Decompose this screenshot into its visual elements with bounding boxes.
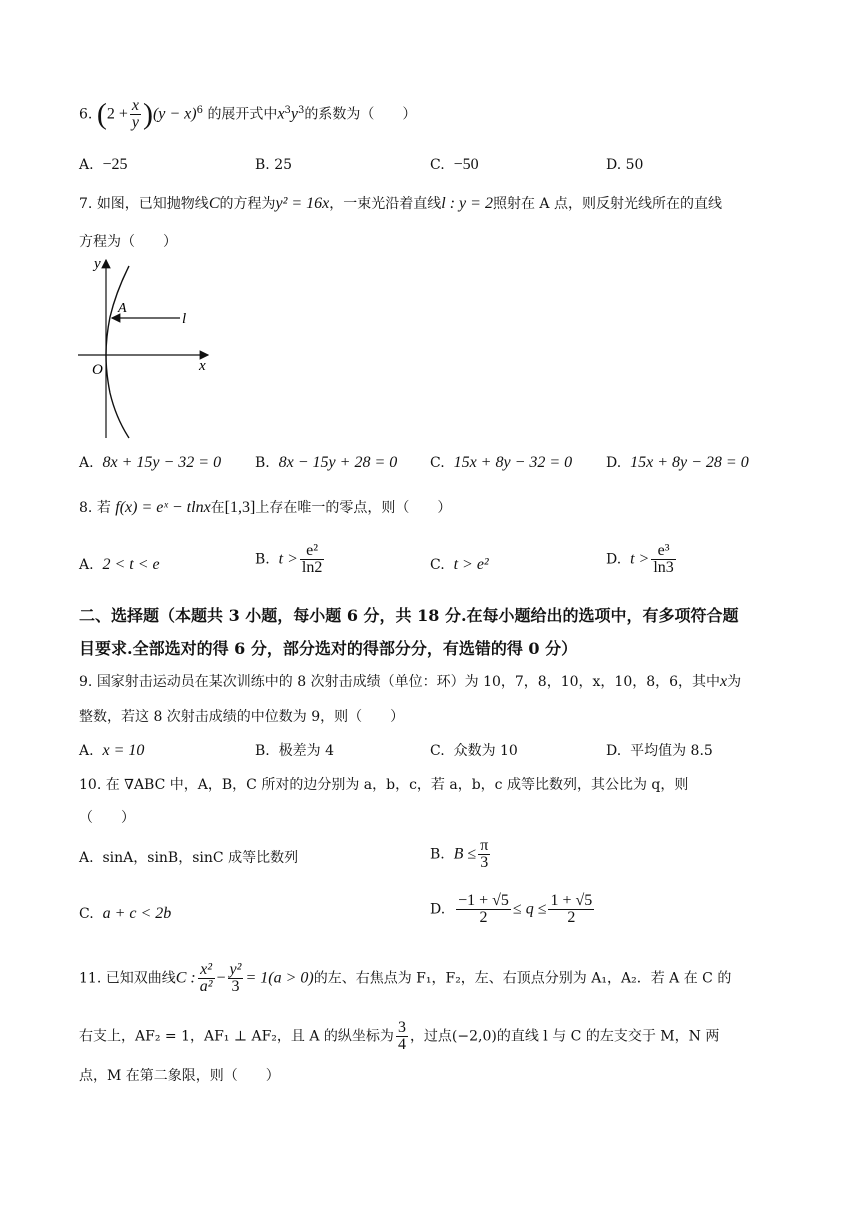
option-8d[interactable] [606, 543, 678, 576]
option-6b[interactable] [255, 155, 292, 175]
inequality: ≤ q ≤ [512, 900, 547, 918]
section-heading-line2: 目要求.全部选对的得 6 分，部分选对的得部分分，有选错的得 0 分） [79, 639, 578, 658]
question-text: 若 [96, 500, 111, 516]
option-label: A. [79, 157, 94, 173]
curve-name: C [208, 195, 220, 212]
line-l-label: l [182, 311, 187, 327]
fraction [548, 893, 594, 926]
option-label: B. [430, 846, 445, 863]
term-variable: x [277, 105, 285, 123]
question-text: 如图，已知抛物线 [96, 196, 209, 212]
question-9-line2: 整数，若这 8 次射击成绩的中位数为 9，则（ ） [79, 709, 405, 725]
fraction-numerator: e² [300, 543, 324, 560]
question-11-line2 [79, 1020, 719, 1053]
option-label: A. [79, 455, 94, 471]
option-label: A. [79, 743, 94, 759]
fraction-denominator: ln2 [301, 559, 323, 576]
parabola-curve [106, 266, 129, 438]
fraction-denominator: 3 [231, 978, 240, 995]
point-a-label: A [118, 301, 127, 316]
option-prefix: t > [278, 550, 298, 568]
fraction [478, 838, 490, 871]
exponent: 6 [196, 104, 203, 116]
section-heading-line1: 二、选择题（本题共 3 小题，每小题 6 分，共 18 分.在每小题给出的选项中，有多项符合题 [79, 606, 739, 625]
option-value: 25 [274, 157, 293, 173]
fraction [396, 1020, 408, 1053]
fraction [456, 893, 511, 926]
question-text: 在 [210, 500, 225, 516]
question-8 [79, 498, 451, 518]
y-axis-label: y [94, 256, 101, 272]
interval: [1,3] [224, 499, 256, 516]
curve-name: C : [175, 969, 196, 987]
option-value: 2 < t < e [102, 556, 160, 573]
question-text: 的左、右焦点为 F₁，F₂，左、右顶点分别为 A₁，A₂．若 A 在 C 的 [313, 970, 732, 987]
option-label: B. [255, 743, 270, 759]
function-expression: f(x) = eˣ − tlnx [115, 499, 211, 516]
equation: = 1(a > 0) [245, 969, 314, 987]
option-label: C. [430, 157, 445, 173]
fraction-numerator: π [480, 837, 489, 854]
question-number: 10. [79, 777, 102, 793]
question-11-line3: 点，M 在第二象限，则（ ） [79, 1068, 280, 1084]
question-text: 的方程为 [219, 196, 276, 212]
fraction-denominator: 2 [567, 909, 576, 926]
fraction-denominator: 2 [479, 909, 488, 926]
variable: x [720, 673, 728, 690]
option-label: D. [430, 901, 446, 918]
question-text: 右支上，AF₂ = 1，AF₁ ⊥ AF₂，且 A 的纵坐标为 [79, 1028, 394, 1045]
fraction-denominator: 4 [397, 1036, 406, 1053]
option-8c[interactable] [430, 555, 489, 575]
exponent: 3 [284, 104, 291, 116]
option-7c[interactable] [430, 453, 572, 473]
term-variable: y [290, 105, 299, 123]
option-prefix: B ≤ [453, 845, 477, 863]
option-7a[interactable] [79, 453, 221, 473]
question-text: 在 ∇ABC 中，A，B，C 所对的边分别为 a，b，c，若 a，b，c 成等比数列，其公比为 q，则 [105, 777, 689, 793]
option-8a[interactable] [79, 555, 160, 575]
question-text: 国家射击运动员在某次训练中的 8 次射击成绩（单位：环）为 10，7，8，10，x，10，8，6，其中 [96, 674, 721, 690]
fraction-numerator: 3 [397, 1019, 406, 1036]
option-value: x = 10 [102, 742, 145, 759]
option-label: D. [606, 455, 622, 471]
fraction [198, 962, 215, 995]
question-number: 11. [79, 970, 102, 987]
option-value: −50 [453, 156, 479, 173]
equation: l : y = 2 [441, 195, 493, 212]
option-label: C. [430, 455, 445, 471]
question-9 [79, 672, 741, 692]
fraction-denominator: ln3 [653, 559, 674, 576]
option-value: 众数为 10 [453, 743, 518, 759]
question-text: 为 [727, 674, 742, 690]
question-text: 的展开式中 [207, 106, 278, 123]
question-text: ，过点(−2,0)的直线 l 与 C 的左支交于 M，N 两 [409, 1028, 720, 1045]
paren-close: ) [142, 97, 153, 131]
option-6d[interactable] [606, 155, 643, 175]
option-7b[interactable] [255, 453, 397, 473]
parabola-figure [72, 252, 222, 444]
question-number: 6. [79, 106, 93, 123]
fraction-numerator: x [131, 97, 139, 114]
question-number: 7. [79, 196, 93, 212]
option-label: B. [255, 157, 270, 173]
operator: − [216, 969, 226, 987]
option-label: B. [255, 551, 270, 568]
question-number: 9. [79, 674, 93, 690]
question-text: ，一束光沿着直线 [329, 196, 442, 212]
question-text: 的系数为（ ） [304, 106, 417, 123]
option-9d[interactable] [606, 741, 713, 761]
origin-label: O [92, 362, 103, 378]
fraction-numerator: x² [198, 962, 215, 979]
fraction-numerator: y² [229, 961, 242, 978]
option-prefix: t > [630, 550, 650, 568]
option-6a[interactable] [79, 155, 128, 175]
fraction [228, 962, 244, 995]
fraction [651, 543, 675, 576]
question-11 [79, 962, 731, 995]
equation: y² = 16x [275, 195, 330, 212]
option-10c[interactable] [79, 904, 171, 924]
option-label: D. [606, 157, 622, 173]
fraction-numerator: e³ [651, 543, 675, 560]
expression-part: (y − x) [152, 105, 197, 123]
option-value: 15x + 8y − 28 = 0 [630, 454, 749, 471]
option-label: C. [430, 743, 445, 759]
x-axis-label: x [199, 358, 206, 374]
paren-open: ( [96, 97, 107, 131]
option-label: D. [606, 743, 622, 759]
question-7-line2 [79, 232, 177, 252]
question-text: 照射在 A 点，则反射光线所在的直线 [492, 196, 722, 212]
fraction-numerator: −1 + √5 [458, 892, 509, 909]
option-value: sinA，sinB，sinC 成等比数列 [102, 850, 299, 866]
option-6c[interactable] [430, 155, 479, 175]
option-10b[interactable] [430, 838, 492, 871]
question-6 [79, 98, 416, 131]
option-value: 8x − 15y + 28 = 0 [278, 454, 398, 471]
option-label: A. [79, 557, 94, 573]
fraction-denominator: 3 [480, 854, 489, 871]
question-10-line2: （ ） [79, 810, 135, 826]
option-label: B. [255, 455, 270, 471]
option-10a[interactable] [79, 848, 298, 868]
option-value: a + c < 2b [102, 905, 172, 922]
option-value: 平均值为 8.5 [630, 743, 713, 759]
option-value: 8x + 15y − 32 = 0 [102, 454, 222, 471]
question-7 [79, 194, 722, 214]
expression-part: 2 + [106, 105, 128, 123]
fraction-denominator: y [131, 114, 139, 131]
question-text: 已知双曲线 [105, 970, 176, 987]
question-text: 上存在唯一的零点，则（ ） [255, 500, 452, 516]
option-value: t > e² [453, 556, 489, 573]
option-value: 15x + 8y − 32 = 0 [453, 454, 573, 471]
option-9a[interactable] [79, 741, 144, 761]
option-value: 极差为 4 [278, 743, 335, 759]
fraction-numerator: 1 + √5 [550, 892, 593, 909]
option-value: −25 [102, 156, 128, 173]
exponent: 3 [298, 104, 305, 116]
option-10d[interactable] [430, 893, 596, 926]
option-8b[interactable] [255, 543, 326, 576]
fraction [300, 543, 324, 576]
option-label: C. [430, 557, 445, 573]
fraction-denominator: a² [199, 978, 213, 995]
option-value: 50 [625, 157, 644, 173]
question-10 [79, 775, 688, 795]
option-label: C. [79, 906, 94, 922]
option-9b[interactable] [255, 741, 334, 761]
option-7d[interactable] [606, 453, 749, 473]
option-label: A. [79, 850, 94, 866]
option-label: D. [606, 551, 622, 568]
fraction [130, 98, 141, 131]
question-text: 方程为（ ） [79, 234, 177, 250]
option-9c[interactable] [430, 741, 518, 761]
question-number: 8. [79, 500, 93, 516]
